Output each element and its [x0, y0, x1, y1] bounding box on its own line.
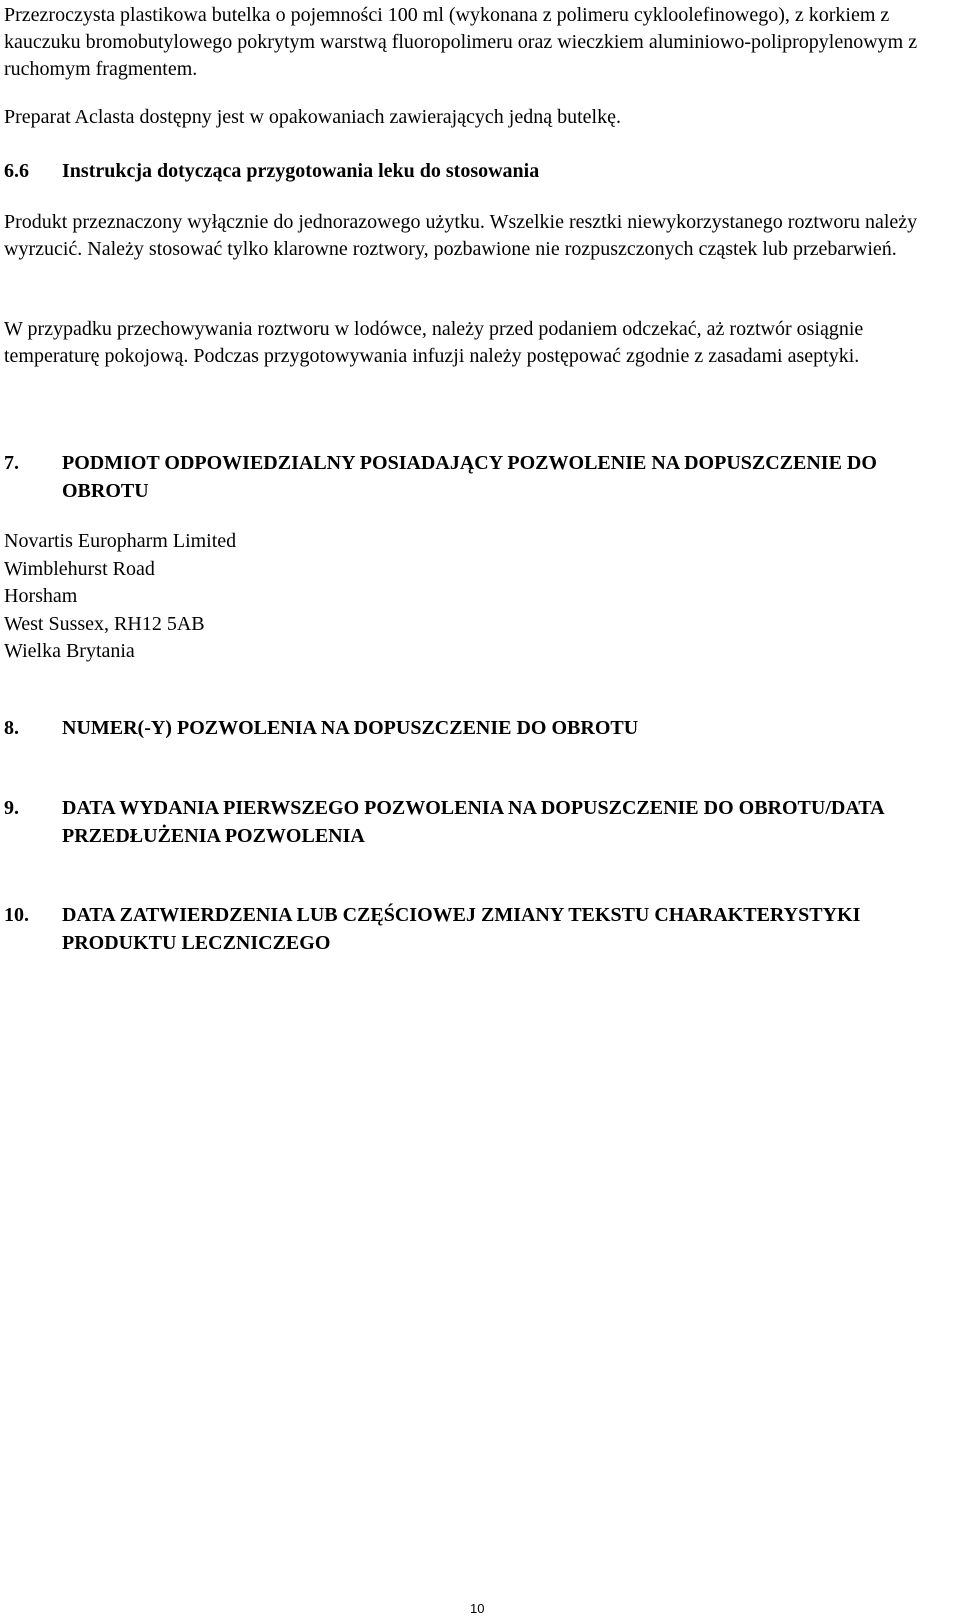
address-town: Horsham [4, 585, 78, 607]
section-6-6-title: Instrukcja dotycząca przygotowania leku do stosowania [62, 160, 540, 182]
refrigeration-paragraph: W przypadku przechowywania roztworu w lodówce, należy przed podaniem odczekać, aż roztwór osiągnie temperaturę pokojową. Podczas przygotowywania infuzji należy postępować zgodnie z zasadami aseptyki. [4, 318, 864, 367]
single-use-paragraph: Produkt przeznaczony wyłącznie do jednorazowego użytku. Wszelkie resztki niewykorzystanego roztworu należy wyrzucić. Należy stosować tylko klarowne roztwory, pozbawione nie rozpuszczonych cząstek lub przebarwień. [4, 211, 918, 260]
section-7-heading [4, 449, 954, 505]
page-number: 10 [470, 1601, 485, 1616]
section-6-6-number: 6.6 [4, 160, 29, 182]
section-10-title: DATA ZATWIERDZENIA LUB CZĘŚCIOWEJ ZMIANY TEKSTU CHARAKTERYSTYKI PRODUKTU LECZNICZEGO [62, 904, 861, 954]
section-9-title: DATA WYDANIA PIERWSZEGO POZWOLENIA NA DOPUSZCZENIE DO OBROTU/DATA PRZEDŁUŻENIA POZWOLENIA [62, 797, 884, 847]
section-7-number: 7. [4, 452, 19, 474]
section-10-heading [4, 901, 954, 957]
section-10-number: 10. [4, 904, 29, 926]
address-county-postcode: West Sussex, RH12 5AB [4, 612, 205, 635]
marketing-authorisation-holder-address [4, 528, 954, 666]
address-country: Wielka Brytania [4, 640, 135, 662]
section-6-6-heading [4, 157, 954, 185]
packaging-description-paragraph: Przezroczysta plastikowa butelka o pojemności 100 ml (wykonana z polimeru cykloolefinowego), z korkiem z kauczuku bromobutylowego pokrytym warstwą fluoropolimeru oraz wieczkiem aluminiowo-polipropylenowym z ruchomym fragmentem. [4, 4, 918, 80]
section-8-number: 8. [4, 717, 19, 739]
section-7-title: PODMIOT ODPOWIEDZIALNY POSIADAJĄCY POZWOLENIE NA DOPUSZCZENIE DO OBROTU [62, 452, 877, 502]
section-9-heading [4, 794, 954, 850]
section-8-title: NUMER(-Y) POZWOLENIA NA DOPUSZCZENIE DO OBROTU [62, 717, 639, 739]
section-8-heading [4, 714, 954, 742]
pack-size-paragraph: Preparat Aclasta dostępny jest w opakowaniach zawierających jedną butelkę. [4, 106, 621, 128]
address-company: Novartis Europharm Limited [4, 530, 237, 552]
section-9-number: 9. [4, 797, 19, 819]
address-street: Wimblehurst Road [4, 557, 155, 580]
